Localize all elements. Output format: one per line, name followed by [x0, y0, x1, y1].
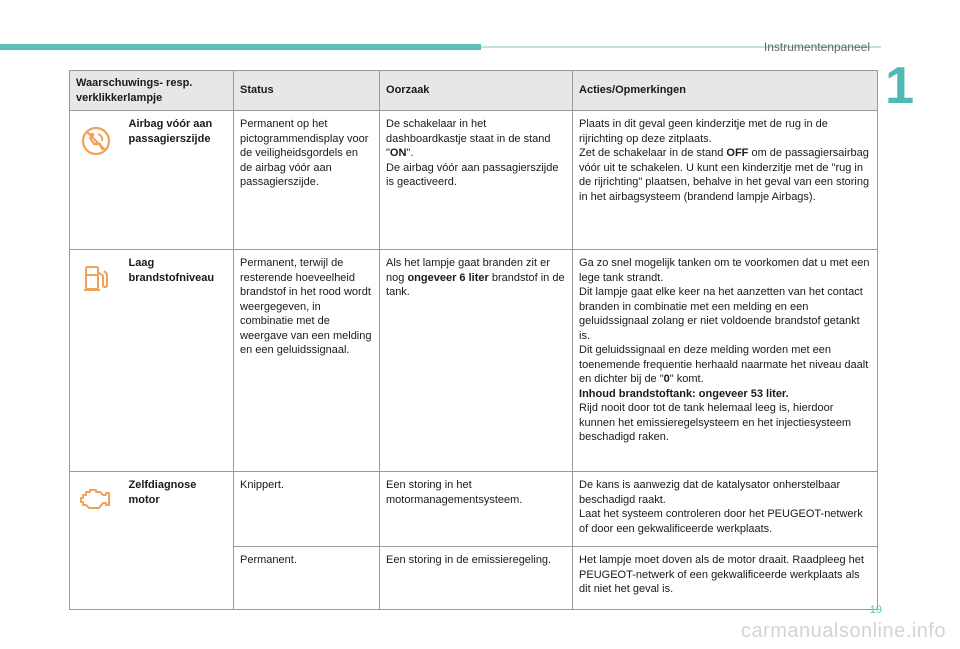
- fuel-icon-cell: [70, 250, 123, 472]
- fuel-name: Laag brandstofniveau: [123, 250, 234, 472]
- header-cause: Oorzaak: [380, 71, 573, 111]
- header-accent-bar: [0, 44, 481, 50]
- header-status: Status: [234, 71, 380, 111]
- section-title: Instrumentenpaneel: [763, 40, 870, 54]
- airbag-cause: De schakelaar in het dashboardkastje staat in de stand "ON". De airbag vóór aan passagierszijde is geactiveerd.: [380, 111, 573, 250]
- airbag-icon-cell: [70, 111, 123, 250]
- table-header-row: [70, 71, 878, 111]
- engine-actions-1: De kans is aanwezig dat de katalysator onherstelbaar beschadigd raakt. Laat het systeem controleren door het PEUGEOT-netwerk of door een gekwalificeerde werkplaats.: [573, 472, 878, 547]
- airbag-name: Airbag vóór aan passagierszijde: [123, 111, 234, 250]
- table-row: [70, 472, 878, 547]
- engine-status-1: Knippert.: [234, 472, 380, 547]
- table-row: [70, 250, 878, 472]
- watermark: carmanualsonline.info: [740, 620, 946, 642]
- header-warning: Waarschuwings- resp. verklikkerlampje: [70, 71, 234, 111]
- airbag-actions: Plaats in dit geval geen kinderzitje met de rug in de rijrichting op deze zitplaats. Zet de schakelaar in de stand OFF om de passagiersairbag vóór uit te schakelen. U kunt een kinderzitje met de "rug in de rijrichting" plaatsen, behalve in het geval van een storing in het airbagsysteem (brandend lampje Airbags).: [573, 111, 878, 250]
- fuel-actions: Ga zo snel mogelijk tanken om te voorkomen dat u met een lege tank strandt. Dit lampje gaat elke keer na het aanzetten van het contact branden in combinatie met een melding en een geluidssignaal zolang er niet voldoende brandstof getankt is. Dit geluidssignaal en deze melding worden met een toenemende frequentie herhaald naarmate het niveau daalt en dichter bij de "0" komt. Inhoud brandstoftank: ongeveer 53 liter. Rijd nooit door tot de tank helemaal leeg is, hierdoor kunnen het emissieregelsysteem en het injectiesysteem beschadigd raken.: [573, 250, 878, 472]
- engine-actions-2: Het lampje moet doven als de motor draait. Raadpleeg het PEUGEOT-netwerk of een gekwalificeerde werkplaats als dit niet het geval is.: [573, 547, 878, 610]
- header-actions: Acties/Opmerkingen: [573, 71, 878, 111]
- airbag-status: Permanent op het pictogrammendisplay voor de veiligheidsgordels en de airbag vóór aan passagierszijde.: [234, 111, 380, 250]
- engine-icon-cell: [70, 472, 123, 610]
- warning-lights-table: [69, 70, 878, 610]
- engine-icon: [79, 486, 113, 512]
- airbag-off-icon: [80, 125, 112, 157]
- fuel-status: Permanent, terwijl de resterende hoeveelheid brandstof in het rood wordt weergegeven, in combinatie met de weergave van een melding en een geluidssignaal.: [234, 250, 380, 472]
- engine-cause-1: Een storing in het motormanagementsysteem.: [380, 472, 573, 547]
- fuel-pump-icon: [82, 264, 110, 294]
- table-row: [70, 111, 878, 250]
- engine-status-2: Permanent.: [234, 547, 380, 610]
- chapter-number: 1: [885, 57, 914, 115]
- engine-name: Zelfdiagnose motor: [123, 472, 234, 610]
- page-number: 19: [869, 604, 882, 616]
- engine-cause-2: Een storing in de emissieregeling.: [380, 547, 573, 610]
- fuel-cause: Als het lampje gaat branden zit er nog ongeveer 6 liter brandstof in de tank.: [380, 250, 573, 472]
